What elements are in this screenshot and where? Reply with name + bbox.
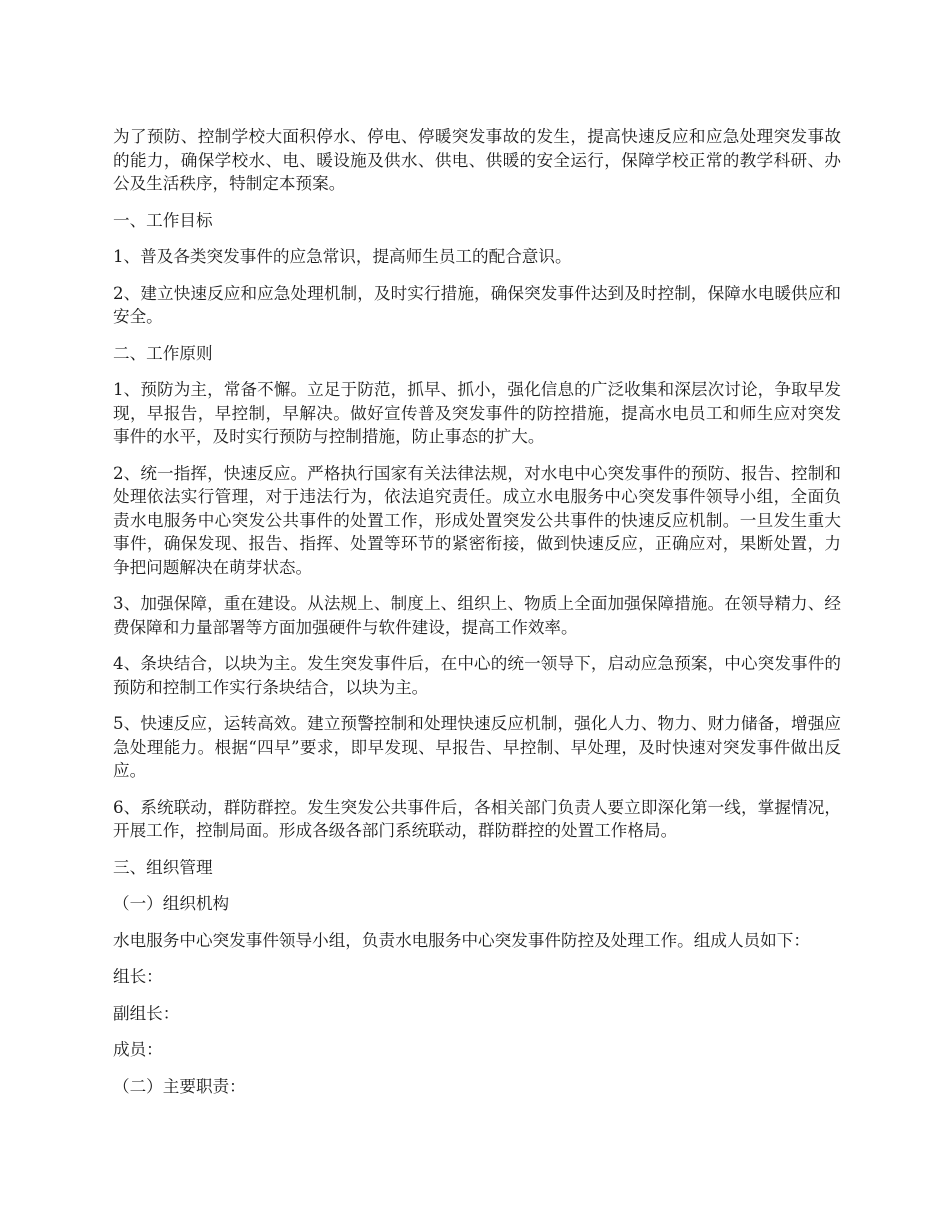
subheading-main-duties: （二）主要职责： — [113, 1076, 246, 1096]
principle-item-6: 6、系统联动，群防群控。发生突发公共事件后，各相关部门负责人要立即深化第一线，掌握情况，开展工作，控制局面。形成各级各部门系统联动，群防群控的处置工作格局。 — [113, 797, 841, 840]
organization-description: 水电服务中心突发事件领导小组，负责水电服务中心突发事件防控及处理工作。组成人员如下： — [113, 930, 810, 950]
section-heading-organization: 三、组织管理 — [113, 857, 213, 877]
goal-item-1: 1、普及各类突发事件的应急常识，提高师生员工的配合意识。 — [113, 247, 572, 266]
principle-item-3: 3、加强保障，重在建设。从法规上、制度上、组织上、物质上全面加强保障措施。在领导精力、经费保障和力量部署等方面加强硬件与软件建设，提高工作效率。 — [113, 594, 841, 637]
principle-item-4: 4、条块结合，以块为主。发生突发事件后，在中心的统一领导下，启动应急预案，中心突发事件的预防和控制工作实行条块结合，以块为主。 — [113, 654, 841, 697]
principle-item-2: 2、统一指挥，快速反应。严格执行国家有关法律法规，对水电中心突发事件的预防、报告、控制和处理依法实行管理，对于违法行为，依法追究责任。成立水电服务中心突发事件领导小组，全面负责水电服务中心突发公共事件的处置工作，形成处置突发公共事件的快速反应机制。一旦发生重大事件，确保发现、报告、指挥、处置等环节的紧密衔接，做到快速反应，正确应对，果断处置，力争把问题解决在萌芽状态。 — [113, 463, 841, 577]
section-heading-goals: 一、工作目标 — [113, 210, 213, 230]
members-field: 成员： — [113, 1040, 163, 1059]
subheading-organization-structure: （一）组织机构 — [113, 894, 230, 913]
deputy-leader-field: 副组长： — [113, 1003, 180, 1023]
document-body — [113, 125, 841, 1111]
principle-item-5: 5、快速反应，运转高效。建立预警控制和处理快速反应机制，强化人力、物力、财力储备，增强应急处理能力。根据“四早”要求，即早发现、早报告、早控制、早处理，及时快速对突发事件做出反应。 — [113, 714, 841, 780]
principle-item-1: 1、预防为主，常备不懈。立足于防范，抓早、抓小，强化信息的广泛收集和深层次讨论，争取早发现，早报告，早控制，早解决。做好宣传普及突发事件的防控措施，提高水电员工和师生应对突发事件的水平，及时实行预防与控制措施，防止事态的扩大。 — [113, 380, 841, 446]
section-heading-principles: 二、工作原则 — [113, 343, 213, 363]
intro-paragraph: 为了预防、控制学校大面积停水、停电、停暖突发事故的发生，提高快速反应和应急处理突发事故的能力，确保学校水、电、暖设施及供水、供电、供暖的安全运行，保障学校正常的教学科研、办公及生活秩序，特制定本预案。 — [113, 127, 841, 193]
leader-field: 组长： — [113, 967, 163, 986]
goal-item-2: 2、建立快速反应和应急处理机制，及时实行措施，确保突发事件达到及时控制，保障水电暖供应和安全。 — [113, 283, 841, 326]
